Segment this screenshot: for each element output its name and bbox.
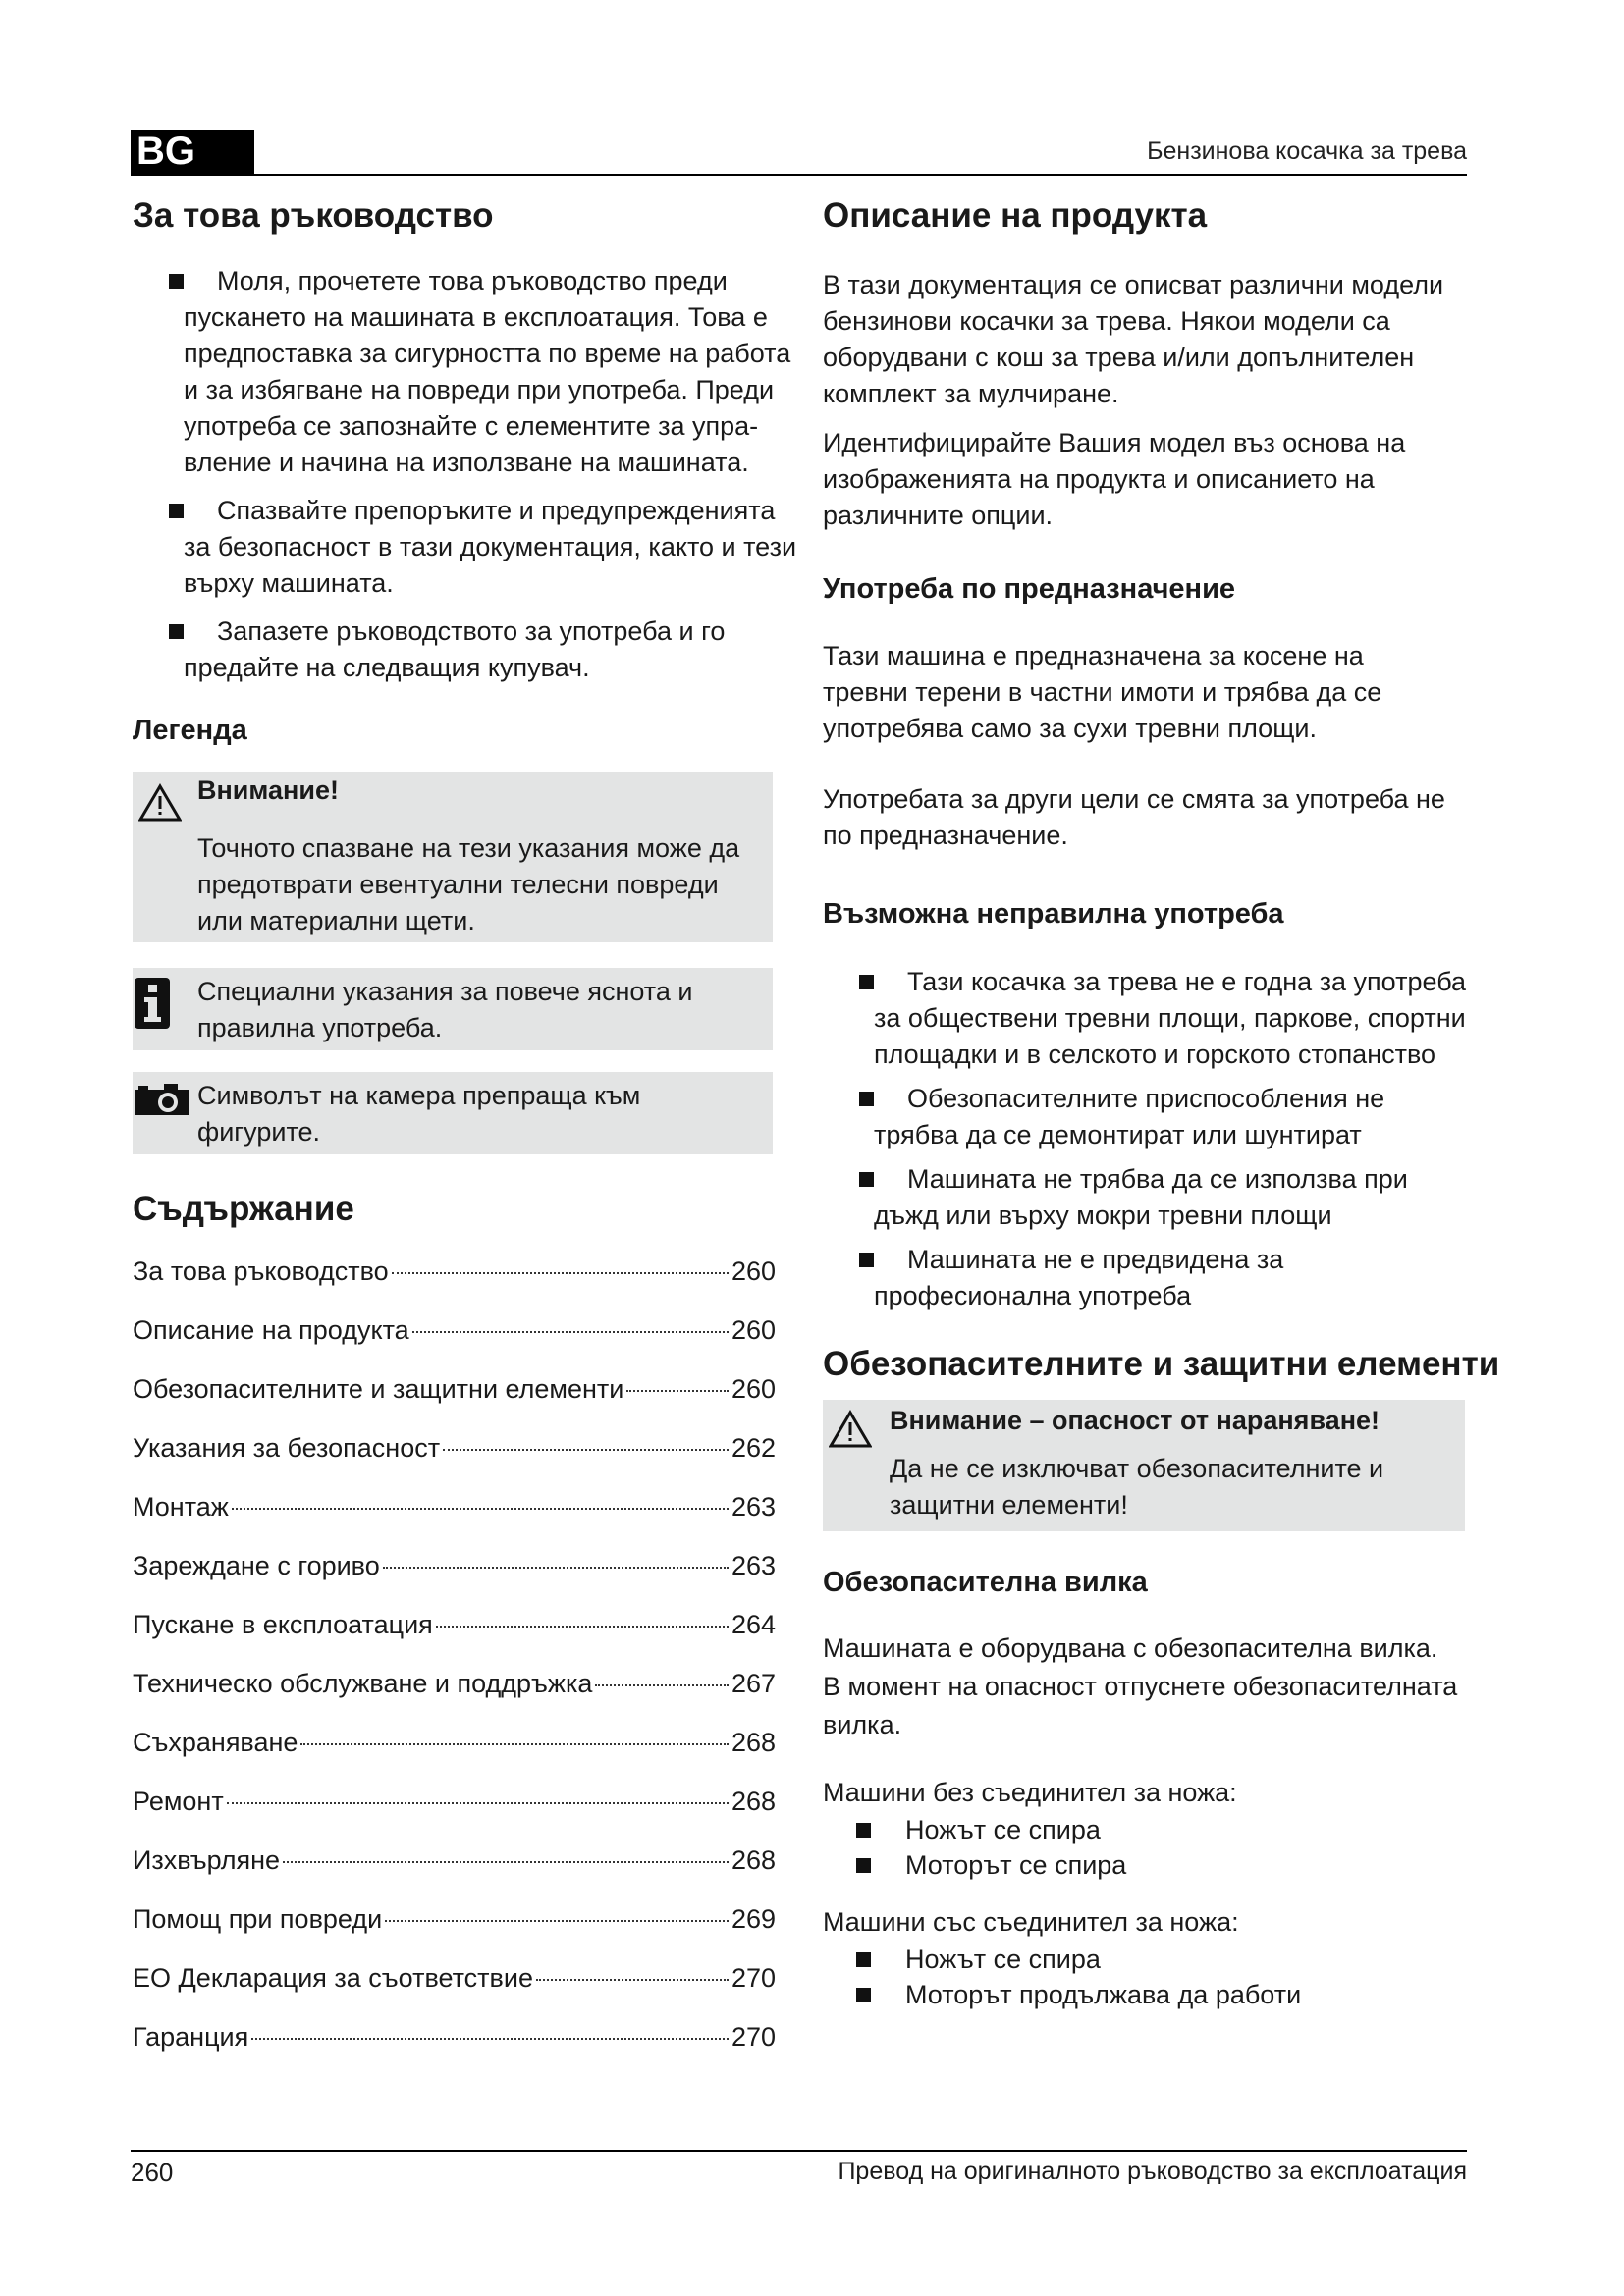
product-description-heading: Описание на продукта: [823, 196, 1208, 235]
list-item-text: Спазвайте препоръките и предупрежденията за безопасност в тази документация, както и тези върху машината.: [184, 496, 797, 598]
legend-heading: Легенда: [133, 715, 247, 746]
toc-entry[interactable]: [133, 1256, 776, 1315]
no-clutch-list: [823, 1812, 1126, 1883]
list-item: [133, 263, 800, 481]
toc-entry[interactable]: [133, 2022, 776, 2081]
toc-entry[interactable]: [133, 1728, 776, 1787]
toc-entry-label: Техническо обслужване и поддръжка: [133, 1669, 593, 1698]
language-badge: BG: [131, 130, 254, 174]
toc-entry-page: 268: [731, 1845, 776, 1875]
page-number: 260: [131, 2158, 174, 2187]
safety-bail-heading: Обезопасителна вилка: [823, 1567, 1148, 1598]
bullet-square-icon: [859, 975, 874, 989]
list-item-text: Запазете ръководството за употреба и го предайте на следващия купувач.: [184, 616, 726, 682]
no-clutch-label: Машини без съединител за ножа:: [823, 1778, 1237, 1807]
toc-leader-dots: [227, 1802, 729, 1804]
info-text: Специални указания за повече яснота и правилна употреба.: [197, 977, 693, 1042]
toc-entry-label: Ремонт: [133, 1787, 224, 1816]
toc-entry-label: Описание на продукта: [133, 1315, 409, 1345]
bullet-square-icon: [856, 1952, 871, 1967]
contents-heading: Съдържание: [133, 1190, 354, 1228]
warning-note: [133, 772, 773, 942]
clutch-list: [823, 1942, 1301, 2012]
toc-entry-label: Обезопасителните и защитни елементи: [133, 1374, 624, 1404]
safety-warning-text: Да не се изключват обезопасителните и защитни елементи!: [890, 1454, 1384, 1520]
list-item: [823, 1977, 1301, 2012]
camera-icon: [135, 1084, 189, 1115]
toc-entry-label: Указания за безопасност: [133, 1433, 441, 1463]
list-item: [823, 964, 1471, 1073]
toc-entry-page: 270: [731, 2022, 776, 2052]
list-item: [823, 1942, 1301, 1977]
toc-entry[interactable]: [133, 1433, 776, 1492]
toc-entry[interactable]: [133, 1374, 776, 1433]
toc-entry[interactable]: [133, 1904, 776, 1963]
model-identification-text: Идентифицирайте Вашия модел въз основа на изображенията на продукта и описанието на различните опции.: [823, 428, 1406, 530]
list-item-text: Обезопасителните приспособления не трябва да се демонтират или шунтират: [874, 1084, 1385, 1149]
toc-entry-page: 263: [731, 1492, 776, 1522]
camera-text: Символът на камера препраща към фигурите.: [197, 1081, 641, 1147]
misuse-list: [823, 964, 1471, 1324]
toc-leader-dots: [626, 1390, 729, 1392]
intended-use-text: Тази машина е предназначена за косене на тревни терени в частни имоти и трябва да се употребява само за сухи тревни площи.: [823, 641, 1382, 743]
bullet-square-icon: [859, 1172, 874, 1187]
safety-warning-title: Внимание – опасност от нараняване!: [890, 1406, 1380, 1435]
toc-entry-page: 268: [731, 1728, 776, 1757]
toc-entry-page: 263: [731, 1551, 776, 1580]
warning-triangle-icon: [138, 783, 182, 823]
toc-leader-dots: [443, 1449, 729, 1451]
toc-entry-label: Монтаж: [133, 1492, 229, 1522]
toc-entry[interactable]: [133, 1963, 776, 2022]
about-manual-heading: За това ръководство: [133, 196, 494, 235]
toc-entry-page: 264: [731, 1610, 776, 1639]
toc-leader-dots: [385, 1920, 729, 1922]
toc-entry-page: 267: [731, 1669, 776, 1698]
toc-entry-page: 260: [731, 1315, 776, 1345]
toc-entry-label: Изхвърляне: [133, 1845, 281, 1875]
list-item-text: Машината не е предвидена за професионална употреба: [874, 1245, 1284, 1310]
misuse-heading: Възможна неправилна употреба: [823, 898, 1284, 930]
safety-devices-heading: Обезопасителните и защитни елементи: [823, 1345, 1500, 1383]
bullet-square-icon: [169, 504, 184, 518]
toc-leader-dots: [300, 1743, 729, 1745]
toc-entry-page: 260: [731, 1256, 776, 1286]
toc-leader-dots: [536, 1979, 729, 1981]
list-item-text: Моторът продължава да работи: [905, 1980, 1302, 2009]
toc-leader-dots: [595, 1684, 729, 1686]
info-note: [133, 968, 773, 1050]
list-item: [823, 1812, 1126, 1847]
warning-triangle-icon: [829, 1410, 872, 1449]
header-title: Бензинова косачка за трева: [1147, 137, 1467, 165]
camera-note: [133, 1072, 773, 1154]
clutch-label: Машини със съединител за ножа:: [823, 1907, 1239, 1937]
toc-entry-label: За това ръководство: [133, 1256, 389, 1286]
toc-entry-page: 268: [731, 1787, 776, 1816]
header-rule: [131, 174, 1467, 176]
intended-use-heading: Употреба по предназначение: [823, 573, 1236, 605]
toc-entry[interactable]: [133, 1610, 776, 1669]
toc-entry[interactable]: [133, 1315, 776, 1374]
toc-entry[interactable]: [133, 1492, 776, 1551]
list-item-text: Моля, прочетете това ръководство преди пускането на машината в експлоатация. Това е предпоставка за сигурността по време на работа и за избягване на повреди при употреба. Преди употреба се запознайте с елементите за упра-вление и начина на използване на машината.: [184, 266, 791, 477]
list-item: [823, 1081, 1471, 1153]
list-item-text: Тази косачка за трева не е годна за употреба за обществени тревни площи, паркове, спортни площадки и в селското и горското стопанство: [874, 967, 1467, 1069]
footer-rule: [131, 2150, 1467, 2152]
bullet-square-icon: [169, 274, 184, 289]
table-of-contents: [133, 1256, 776, 2081]
toc-entry-label: Зареждане с гориво: [133, 1551, 380, 1580]
list-item: [133, 493, 800, 602]
list-item: [823, 1161, 1471, 1234]
bullet-square-icon: [856, 1988, 871, 2002]
toc-entry[interactable]: [133, 1669, 776, 1728]
safety-warning-note: [823, 1400, 1465, 1531]
toc-entry-label: Помощ при повреди: [133, 1904, 383, 1934]
list-item: [823, 1847, 1126, 1883]
bullet-square-icon: [856, 1823, 871, 1838]
list-item-text: Машината не трябва да се използва при дъжд или върху мокри тревни площи: [874, 1164, 1408, 1230]
toc-leader-dots: [412, 1331, 729, 1333]
toc-entry[interactable]: [133, 1845, 776, 1904]
bullet-square-icon: [856, 1858, 871, 1873]
footer-text: Превод на оригиналното ръководство за експлоатация: [838, 2158, 1467, 2185]
toc-leader-dots: [232, 1508, 729, 1510]
toc-entry-page: 262: [731, 1433, 776, 1463]
toc-entry-label: Съхраняване: [133, 1728, 298, 1757]
list-item-text: Ножът се спира: [905, 1945, 1101, 1974]
toc-leader-dots: [383, 1567, 729, 1569]
list-item: [823, 1242, 1471, 1314]
toc-leader-dots: [283, 1861, 729, 1863]
list-item-text: Моторът се спира: [905, 1850, 1127, 1880]
toc-entry[interactable]: [133, 1787, 776, 1845]
list-item-text: Ножът се спира: [905, 1815, 1101, 1844]
toc-entry[interactable]: [133, 1551, 776, 1610]
product-description-text: В тази документация се описват различни модели бензинови косачки за трева. Някои модели са оборудвани с кош за трева и/или допълнителен комплект за мулчиране.: [823, 270, 1444, 408]
toc-entry-label: ЕО Декларация за съответствие: [133, 1963, 533, 1993]
warning-title: Внимание!: [197, 775, 339, 805]
toc-entry-label: Пускане в експлоатация: [133, 1610, 433, 1639]
list-item: [133, 614, 800, 686]
toc-entry-page: 269: [731, 1904, 776, 1934]
bullet-square-icon: [859, 1092, 874, 1106]
bullet-square-icon: [169, 624, 184, 639]
safety-bail-text: Машината е оборудвана с обезопасителна вилка. В момент на опасност отпуснете обезопасителната вилка.: [823, 1633, 1458, 1739]
toc-leader-dots: [392, 1272, 729, 1274]
toc-entry-page: 270: [731, 1963, 776, 1993]
toc-entry-label: Гаранция: [133, 2022, 249, 2052]
warning-text: Точното спазване на тези указания може да предотврати евентуални телесни повреди или материални щети.: [197, 833, 740, 935]
toc-leader-dots: [436, 1626, 729, 1628]
about-manual-list: [133, 263, 800, 696]
other-use-text: Употребата за други цели се смята за употреба не по предназначение.: [823, 784, 1445, 850]
info-icon: [135, 978, 170, 1029]
toc-entry-page: 260: [731, 1374, 776, 1404]
toc-leader-dots: [251, 2038, 729, 2040]
bullet-square-icon: [859, 1253, 874, 1267]
